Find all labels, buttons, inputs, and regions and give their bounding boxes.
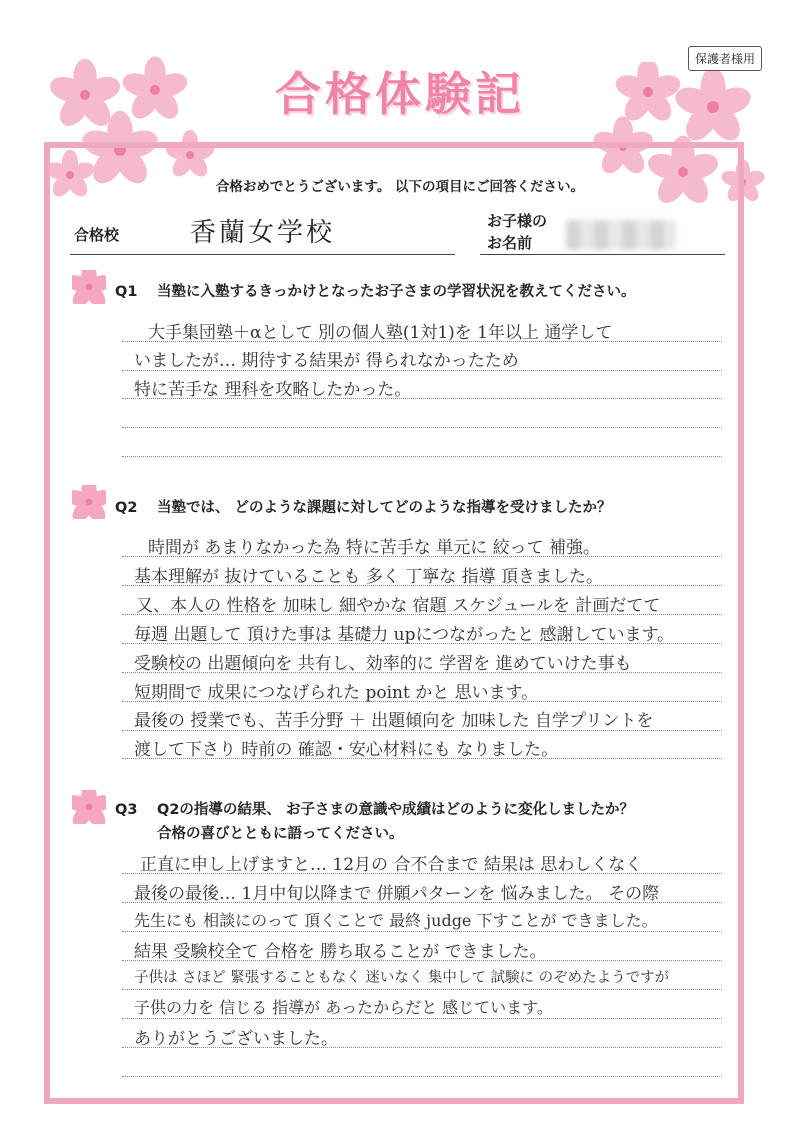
q2-answer-line-5: 受験校の 出題傾向を 共有し、効率的に 学習を 進めていけた事も [134, 654, 632, 674]
q2-answer-line-6: 短期間で 成果につなげられた point かと 思います。 [134, 683, 539, 703]
flower-icon-q2 [72, 485, 106, 519]
q2-question: 当塾では、 どのような課題に対してどのような指導を受けましたか？ [157, 500, 612, 516]
q3-question-line2: 合格の喜びとともに語ってください。 [157, 826, 404, 842]
answer-rule [122, 1018, 722, 1019]
q3-question-line1: Q2の指導の結果、 お子さまの意識や成績はどのように変化しましたか？ [157, 802, 634, 818]
q1-answer-line-3: 特に苦手な 理科を攻略したかった。 [134, 380, 412, 400]
school-underline [70, 254, 455, 255]
page-title: 合格体験記 [275, 67, 525, 121]
intro-text: 合格おめでとうございます。 以下の項目にご回答ください。 [215, 179, 585, 195]
q1-question: 当塾に入塾するきっかけとなったお子さまの学習状況を教えてください。 [157, 284, 636, 300]
q3-answer-line-5: 子供は さほど 緊張することもなく 迷いなく 集中して 試験に のぞめたようですが [134, 970, 670, 986]
child-name-label-line1: お子様の [487, 212, 548, 230]
parent-use-badge: 保護者様用 [688, 46, 762, 71]
flower-icon-q3 [72, 790, 106, 824]
flower-icon-q1 [72, 270, 106, 304]
answer-rule [122, 427, 722, 428]
q3-number: Q3 [115, 802, 138, 818]
q2-answer-line-8: 渡して下さり 時前の 確認・安心材料にも なりました。 [134, 740, 559, 760]
q3-heading [115, 798, 634, 819]
school-value: 香蘭女学校 [190, 218, 336, 248]
answer-rule [122, 931, 722, 932]
q2-answer-line-4: 毎週 出題して 頂けた事は 基礎力 upにつながったと 感謝しています。 [134, 625, 675, 645]
q2-answer-line-7: 最後の 授業でも、苦手分野 ＋ 出題傾向を 加味した 自学プリントを [134, 711, 654, 731]
q2-answer-line-2: 基本理解が 抜けていることも 多く 丁寧な 指導 頂きました。 [134, 567, 604, 587]
q2-answer-line-1: 時間が あまりなかった為 特に苦手な 単元に 絞って 補強。 [148, 538, 601, 558]
q1-answer-line-2: いましたが… 期待する結果が 得られなかったため [134, 351, 519, 371]
child-name-label-line2: お名前 [487, 234, 533, 252]
q3-answer-line-7: ありがとうございました。 [134, 1029, 338, 1049]
answer-rule [122, 456, 722, 457]
q2-number: Q2 [115, 500, 138, 516]
q3-answer-line-4: 結果 受験校全て 合格を 勝ち取ることが できました。 [134, 942, 547, 962]
q3-answer-line-6: 子供の力を 信じる 指導が あったからだと 感じています。 [134, 998, 553, 1017]
answer-rule [122, 1076, 722, 1077]
q3-answer-line-3: 先生にも 相談にのって 頂くことで 最終 judge 下すことが できました。 [134, 911, 658, 930]
q3-answer-line-2: 最後の最後… 1月中旬以降まで 併願パターンを 悩みました。 その際 [134, 884, 660, 904]
q1-number: Q1 [115, 284, 138, 300]
school-label: 合格校 [74, 226, 120, 244]
child-name-redacted [566, 220, 676, 250]
q3-answer-line-1: 正直に申し上げますと… 12月の 合不合まで 結果は 思わしくなく [140, 855, 643, 875]
answer-rule [122, 989, 722, 990]
child-name-underline [480, 254, 725, 255]
q1-heading [115, 280, 636, 301]
q1-answer-line-1: 大手集団塾＋αとして 別の個人塾(1対1)を 1年以上 通学して [148, 323, 613, 343]
q2-heading [115, 496, 612, 517]
q2-answer-line-3: 又、本人の 性格を 加味し 細やかな 宿題 スケジュールを 計画だてて [136, 596, 661, 616]
